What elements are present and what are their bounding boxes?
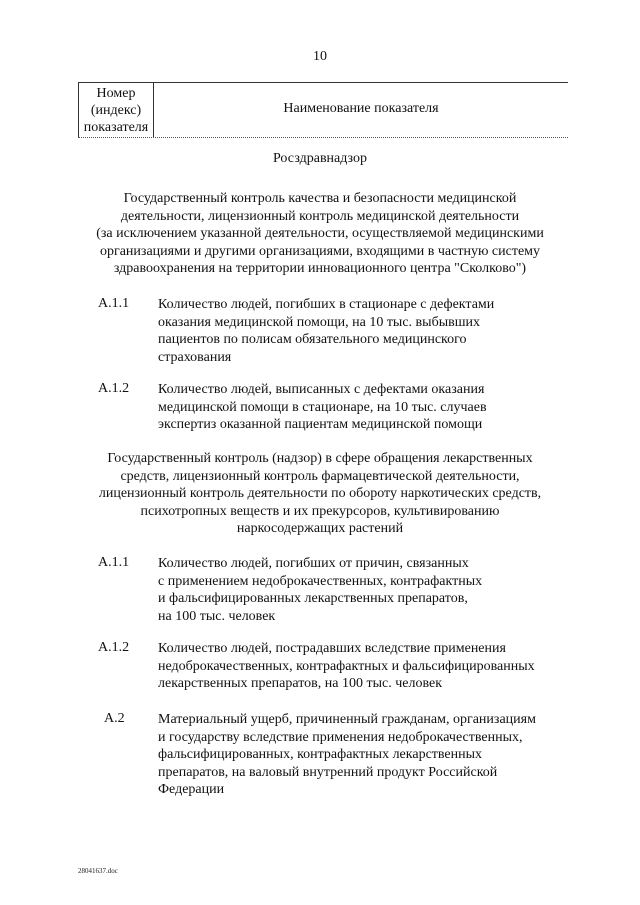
indicator-line: Количество людей, погибших в стационаре с дефектами	[158, 297, 495, 312]
section-heading-line: психотропных веществ и их прекурсоров, культивированию	[140, 503, 500, 519]
section-heading-line: лицензионный контроль деятельности по обороту наркотических средств,	[98, 486, 542, 501]
indicator-text	[158, 640, 578, 693]
indicator-code: А.2	[104, 711, 125, 726]
header-top-border	[78, 82, 568, 83]
indicator-line: фальсифицированных, контрафактных лекарственных	[158, 747, 483, 762]
section-heading	[70, 450, 570, 538]
indicator-line: Количество людей, погибших от причин, связанных	[158, 556, 469, 571]
indicator-line: Количество людей, выписанных с дефектами оказания	[158, 382, 485, 397]
header-index-column	[78, 85, 154, 136]
indicator-line: лекарственных препаратов, на 100 тыс. человек	[158, 676, 443, 691]
indicator-text	[158, 381, 578, 434]
indicator-line: пациентов по полисам обязательного медицинского	[158, 332, 467, 347]
footer-filename: 28041637.doc	[78, 867, 118, 875]
indicator-line: на 100 тыс. человек	[158, 608, 276, 624]
header-index-line: (индекс)	[90, 103, 142, 118]
section-heading-line: средств, лицензионный контроль фармацевтической деятельности,	[120, 468, 520, 484]
header-index-line: показателя	[83, 120, 149, 135]
indicator-line: Федерации	[158, 782, 225, 797]
indicator-code: А.1.2	[98, 640, 130, 655]
page-number: 10	[313, 49, 327, 64]
header-name-column: Наименование показателя	[283, 101, 439, 116]
section-heading-line: организациями и другими организациями, входящими в частную систему	[99, 243, 541, 259]
header-index-line: Номер	[96, 86, 136, 101]
indicator-line: экспертиз оказанной пациентам медицинской помощи	[158, 417, 483, 432]
agency-title: Росздравнадзор	[272, 151, 368, 166]
indicator-code: А.1.1	[98, 296, 130, 311]
table-header	[78, 82, 568, 138]
section-heading-line: наркосодержащих растений	[236, 521, 404, 536]
indicator-line: препаратов, на валовый внутренний продукт Российской	[158, 764, 498, 780]
indicator-text	[158, 296, 578, 366]
section-heading-line: Государственный контроль (надзор) в сфере обращения лекарственных	[107, 451, 533, 466]
indicator-line: недоброкачественных, контрафактных и фальсифицированных	[158, 658, 535, 674]
section-heading-line: здравоохранения на территории инновационного центра "Сколково")	[113, 261, 527, 276]
indicator-line: Материальный ущерб, причиненный гражданам, организациям	[158, 712, 536, 727]
section-heading-line: (за исключением указанной деятельности, осуществляемой медицинскими	[96, 226, 544, 241]
indicator-line: и государству вследствие применения недоброкачественных,	[158, 729, 523, 745]
indicator-code: А.1.1	[98, 555, 130, 570]
indicator-line: с применением недоброкачественных, контрафактных	[158, 573, 483, 589]
indicator-text	[158, 555, 578, 625]
indicator-line: Количество людей, пострадавших вследствие применения	[158, 641, 506, 656]
section-heading-line: деятельности, лицензионный контроль медицинской деятельности	[120, 208, 520, 224]
indicator-line: и фальсифицированных лекарственных препаратов,	[158, 591, 468, 606]
header-bottom-border	[78, 137, 568, 138]
section-heading	[70, 190, 570, 278]
indicator-line: оказания медицинской помощи, на 10 тыс. выбывших	[158, 314, 480, 330]
indicator-line: медицинской помощи в стационаре, на 10 тыс. случаев	[158, 399, 487, 415]
indicator-text	[158, 711, 578, 799]
indicator-code: А.1.2	[98, 381, 130, 396]
indicator-line: страхования	[158, 349, 232, 365]
section-heading-line: Государственный контроль качества и безопасности медицинской	[123, 191, 517, 206]
